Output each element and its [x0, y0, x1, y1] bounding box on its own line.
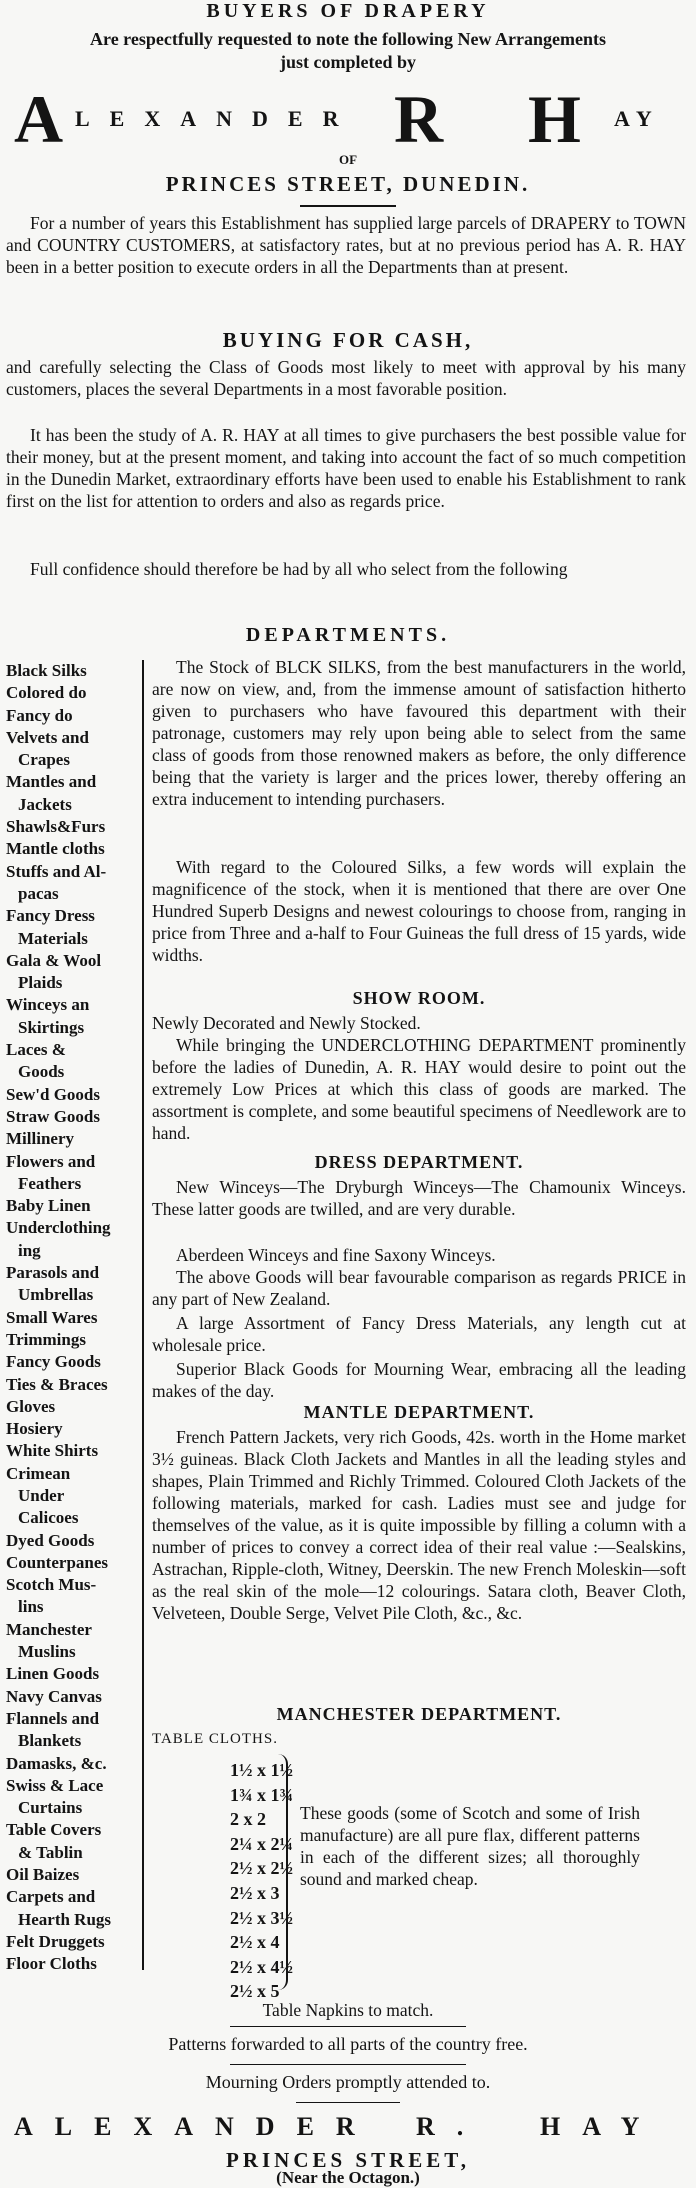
department-list-item: Crimean	[6, 1463, 71, 1483]
department-list-item: Dyed Goods	[6, 1530, 95, 1550]
footer-name-alexander: ALEXANDER	[14, 2112, 377, 2141]
department-list-item: Manchester	[6, 1619, 92, 1639]
name-ay: AY	[614, 106, 660, 131]
department-list-item: Baby Linen	[6, 1196, 91, 1216]
department-list-item: Straw Goods	[6, 1106, 100, 1126]
table-cloth-size: 2¼ x 2¼	[230, 1833, 293, 1854]
department-list-item: White Shirts	[6, 1441, 99, 1461]
buying-for-cash-heading: BUYING FOR CASH,	[222, 328, 474, 352]
department-list-item: Colored do	[6, 683, 87, 703]
table-cloth-size: 2½ x 4	[230, 1932, 280, 1953]
department-list-item: Blankets	[18, 1731, 82, 1751]
divider-rule-3	[230, 2064, 466, 2065]
department-list-item: Flowers and	[6, 1151, 96, 1171]
department-list-item: Ties & Braces	[6, 1374, 108, 1394]
footer-near-octagon: (Near the Octagon.)	[276, 2168, 420, 2187]
coloured-silks-paragraph: With regard to the Coloured Silks, a few words will explain the magnificence of the stock, when it is mentioned that there are over One Hundred Superb Designs and newest colourings to choose from, ranging in price from Three and a-half to Four Guineas the full dress of 15 yards, wide widths.	[152, 857, 686, 965]
department-list-item: Sew'd Goods	[6, 1084, 100, 1104]
department-list-item: Gala & Wool	[6, 950, 102, 970]
department-list-item: Damasks, &c.	[6, 1753, 107, 1773]
divider-rule-2	[230, 2026, 466, 2027]
department-list-item: & Tablin	[18, 1842, 83, 1862]
buying-paragraph: and carefully selecting the Class of Goods most likely to meet with approval by his many customers, places the several Departments in a most favorable position.	[6, 357, 686, 399]
show-room-heading: SHOW ROOM.	[352, 988, 486, 1008]
divider-rule-4	[296, 2102, 400, 2103]
table-cloth-size: 2½ x 3	[230, 1882, 280, 1903]
table-cloth-size: 2½ x 4½	[230, 1956, 293, 1977]
department-list-item: Gloves	[6, 1396, 56, 1416]
department-list-item: Floor Cloths	[6, 1954, 97, 1974]
header-subtitle-line2: just completed by	[280, 51, 416, 72]
department-list-item: Scotch Mus-	[6, 1575, 97, 1595]
department-list-item: Navy Canvas	[6, 1686, 102, 1706]
department-list-item: Fancy do	[6, 705, 73, 725]
department-list-item: Hearth Rugs	[18, 1909, 112, 1929]
department-list-item: Crapes	[18, 750, 70, 770]
department-list-item: Jackets	[18, 794, 72, 814]
department-list-item: Muslins	[18, 1642, 76, 1662]
department-list-item: lins	[18, 1597, 44, 1617]
department-list-item: Feathers	[18, 1173, 82, 1193]
department-list-item: Felt Druggets	[6, 1931, 105, 1951]
mantle-paragraph: French Pattern Jackets, very rich Goods, 42s. worth in the Home market 3½ guineas. Black Cloth Jackets and Mantles in all the leading styles and shapes, Plain Trimmed and Richly Trimmed. Coloured Cloth Jackets of the following materials, marked for cash. Ladies must see and judge for themselves of the value, as it is quite impossible by filling a column with a number of prices to convey a correct idea of their real value :—Sealskins, Astrachan, Ripple-cloth, Witney, Deerskin. The new French Moleskin—soft as the real skin of the mole—12 colourings. Satara cloth, Beaver Cloth, Velveteen, Double Serge, Velvet Pile Cloth, &c., &c.	[152, 1427, 686, 1623]
department-list-item: Millinery	[6, 1129, 74, 1149]
merchant-name-banner	[0, 80, 696, 157]
department-list-item: Shawls&Furs	[6, 817, 106, 837]
name-initial-r: R	[394, 81, 444, 157]
department-list-item: Swiss & Lace	[6, 1775, 104, 1795]
mourning-orders-line: Mourning Orders promptly attended to.	[205, 2072, 491, 2092]
department-list-item: Table Covers	[6, 1820, 102, 1840]
department-list-item: Mantle cloths	[6, 839, 105, 859]
header-buyers-of-drapery: BUYERS OF DRAPERY	[206, 0, 490, 22]
footer-name-r: R.	[416, 2112, 486, 2141]
table-cloths-subheading: TABLE CLOTHS.	[152, 1731, 278, 1747]
table-cloth-size: 2 x 2	[230, 1809, 266, 1830]
name-initial-h: H	[528, 81, 581, 157]
header-subtitle-line1: Are respectfully requested to note the following New Arrangements	[90, 29, 606, 49]
study-paragraph: It has been the study of A. R. HAY at all times to give purchasers the best possible value for their money, but at the present moment, and taking into account the fact of so much competition in the Dunedin Market, extraordinary efforts have been used to enable his Establishment to rank first on the list for attention to orders and also as regards price.	[6, 425, 686, 511]
department-list-item: Flannels and	[6, 1708, 100, 1728]
department-list-item: Curtains	[18, 1798, 83, 1818]
department-list-item: Mantles and	[6, 772, 97, 792]
department-list-item: Small Wares	[6, 1307, 98, 1327]
footer-name-hay: HAY	[540, 2112, 662, 2141]
department-list-item: Calicoes	[18, 1508, 79, 1528]
department-list-item: Carpets and	[6, 1887, 96, 1907]
table-cloth-size: 1¾ x 1¾	[230, 1784, 293, 1805]
black-silks-paragraph: The Stock of BLCK SILKS, from the best manufacturers in the world, are now on view, and, from the immense amount of satisfaction hitherto given to purchasers who have favoured this department with their patronage, customers may rely upon being able to select from the same class of goods from those renowned makers as before, the only difference being that the variety is larger and the prices lower, thereby offering an extra inducement to intending purchasers.	[152, 657, 686, 809]
department-list-item: Skirtings	[18, 1017, 85, 1037]
department-list-item: Velvets and	[6, 727, 89, 747]
mantle-department-heading: MANTLE DEPARTMENT.	[303, 1402, 535, 1422]
divider-rule	[300, 205, 396, 207]
department-list	[6, 660, 144, 1974]
department-list-item: Black Silks	[6, 661, 87, 680]
department-list-item: Plaids	[18, 973, 63, 993]
table-cloth-size: 1½ x 1½	[230, 1760, 293, 1780]
department-list-item: Materials	[18, 928, 88, 948]
department-list-item: Under	[18, 1485, 65, 1505]
table-napkins-line: Table Napkins to match.	[262, 2000, 434, 2020]
show-room-subheading: Newly Decorated and Newly Stocked.	[152, 1013, 421, 1033]
department-list-item: ing	[18, 1240, 41, 1260]
header-subtitle	[0, 28, 696, 73]
name-lexander: LEXANDER	[75, 106, 359, 131]
confidence-paragraph: Full confidence should therefore be had by all who select from the following	[30, 559, 568, 579]
department-list-item: Underclothing	[6, 1218, 111, 1238]
department-list-item: Trimmings	[6, 1329, 86, 1349]
department-list-item: Counterpanes	[6, 1552, 109, 1572]
table-cloth-size: 2½ x 3½	[230, 1907, 293, 1928]
patterns-line: Patterns forwarded to all parts of the country free.	[168, 2034, 528, 2054]
department-list-item: Oil Baizes	[6, 1865, 80, 1885]
sizes-brace	[274, 1754, 288, 1990]
show-room-paragraph: While bringing the UNDERCLOTHING DEPARTMENT prominently before the ladies of Dunedin, A. R. HAY would desire to point out the extremely Low Prices at which this class of goods are marked. The assortment is complete, and some beautiful specimens of Needlework are to hand.	[152, 1035, 686, 1143]
department-list-item: Umbrellas	[18, 1285, 94, 1305]
department-list-item: Laces &	[6, 1040, 66, 1060]
table-cloth-size: 2½ x 5	[230, 1981, 280, 2002]
department-list-item: Fancy Dress	[6, 906, 95, 926]
footer-street: PRINCES STREET,	[226, 2148, 470, 2172]
name-initial-a: A	[14, 81, 64, 157]
manchester-department-heading: MANCHESTER DEPARTMENT.	[276, 1704, 562, 1724]
department-list-item: Stuffs and Al-	[6, 861, 107, 881]
department-list-item: Winceys an	[6, 995, 90, 1015]
intro-paragraph: For a number of years this Establishment has supplied large parcels of DRAPERY to TOWN and COUNTRY CUSTOMERS, at satisfactory rates, but at no previous period has A. R. HAY been in a better position to execute orders in all the Departments than at present.	[6, 213, 686, 277]
table-cloths-note: These goods (some of Scotch and some of Irish manufacture) are all pure flax, different patterns in each of the different sizes; all thoroughly sound and marked cheap.	[300, 1803, 640, 1889]
header-of: OF	[338, 152, 358, 167]
department-list-item: Hosiery	[6, 1419, 63, 1439]
dress-paragraph-3: The above Goods will bear favourable comparison as regards PRICE in any part of New Zealand.	[152, 1267, 686, 1309]
dress-paragraph-2: Aberdeen Winceys and fine Saxony Winceys.	[176, 1245, 496, 1265]
dress-paragraph-5: Superior Black Goods for Mourning Wear, embracing all the leading makes of the day.	[152, 1359, 686, 1401]
header-address: PRINCES STREET, DUNEDIN.	[165, 172, 531, 196]
dress-paragraph-4: A large Assortment of Fancy Dress Materials, any length cut at wholesale price.	[152, 1313, 686, 1355]
department-list-item: pacas	[18, 883, 59, 903]
footer-merchant-name	[0, 2112, 696, 2148]
department-list-item: Goods	[18, 1062, 65, 1082]
department-list-item: Parasols and	[6, 1263, 100, 1283]
dress-paragraph-1: New Winceys—The Dryburgh Winceys—The Chamounix Winceys. These latter goods are twilled, and are very durable.	[152, 1177, 686, 1219]
departments-heading: DEPARTMENTS.	[245, 624, 451, 646]
dress-department-heading: DRESS DEPARTMENT.	[314, 1152, 524, 1172]
table-cloth-size: 2½ x 2½	[230, 1858, 293, 1879]
department-list-item: Fancy Goods	[6, 1352, 101, 1372]
department-list-item: Linen Goods	[6, 1664, 100, 1684]
